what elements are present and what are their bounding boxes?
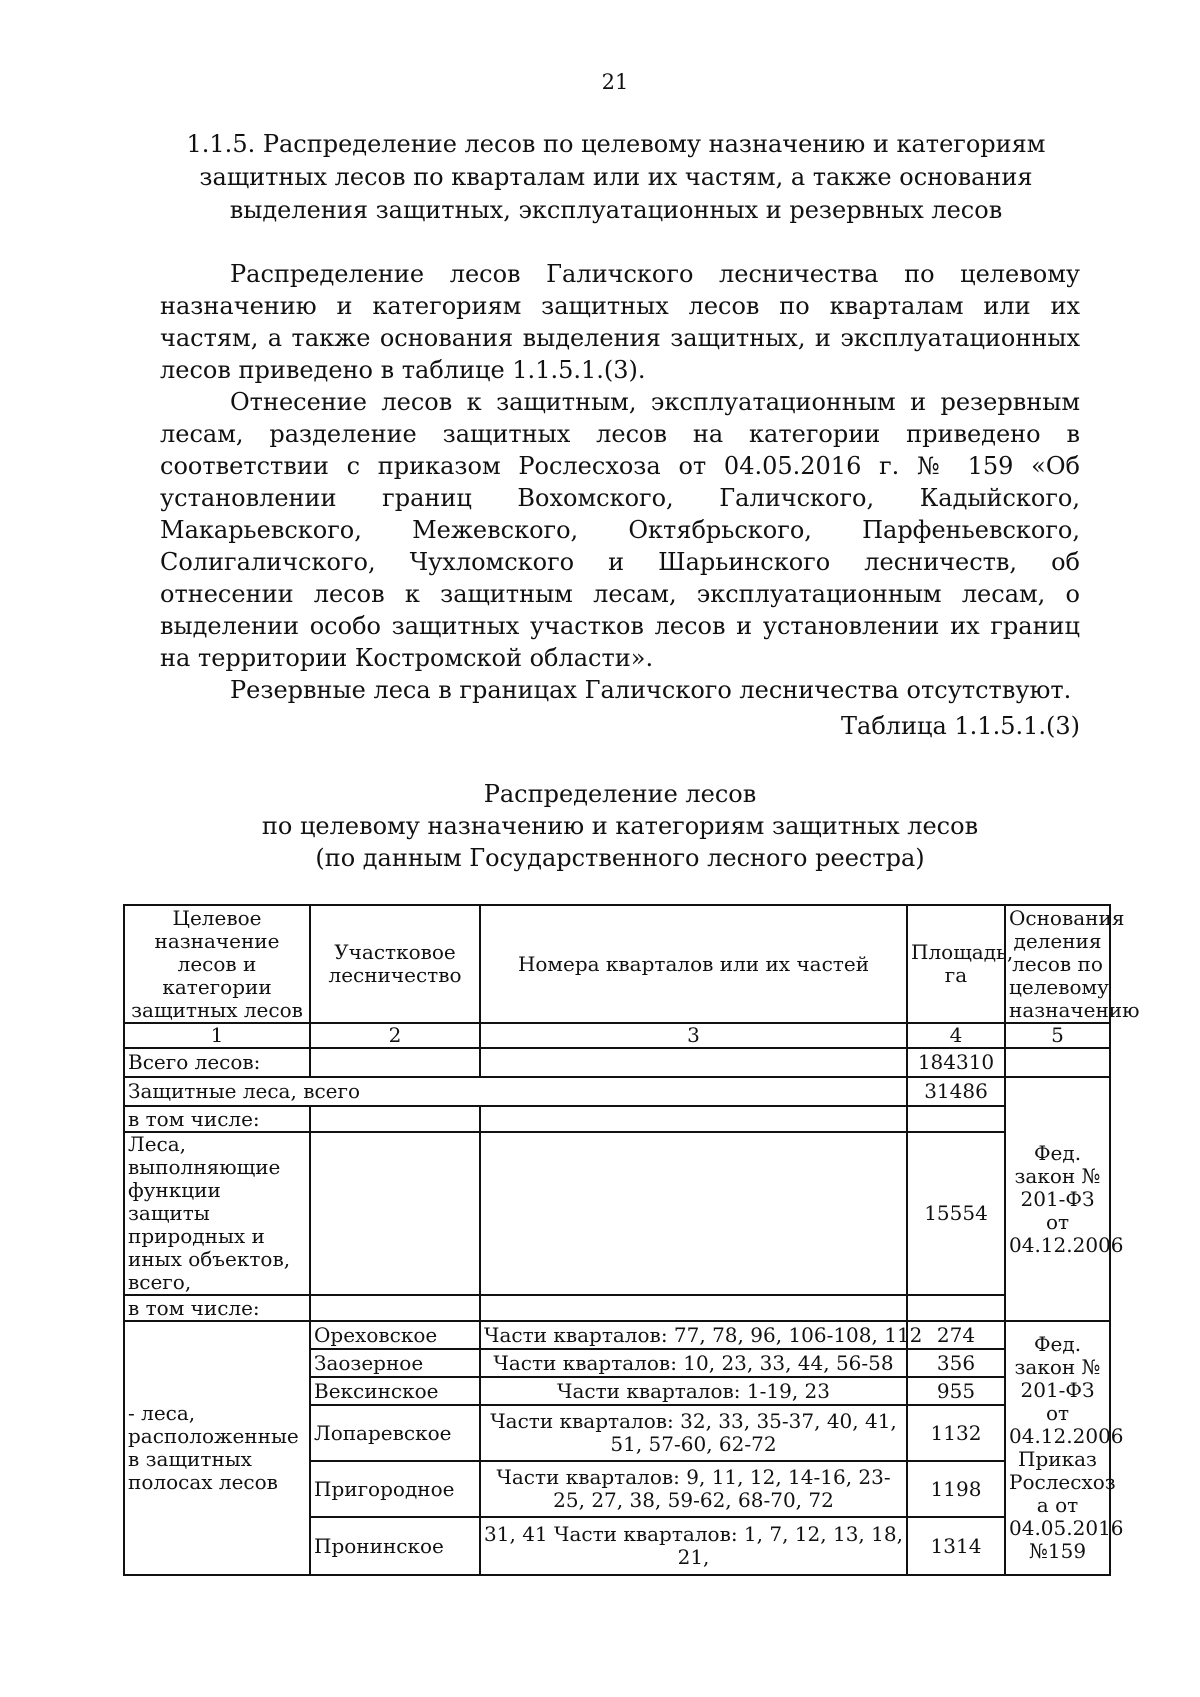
district-area: 356: [907, 1349, 1005, 1377]
table-row: [124, 1321, 1110, 1349]
empty-cell: [310, 1106, 480, 1132]
table-title-line: по целевому назначению и категориям защитных лесов: [261, 812, 979, 840]
total-forests-label: Всего лесов:: [124, 1048, 310, 1077]
column-number: 1: [124, 1023, 310, 1048]
paragraph: Распределение лесов Галичского лесничества по целевому назначению и категориям защитных лесов по кварталам или их частям, а также основания выделения защитных, и эксплуатационных лесов приведено в таблице 1.1.5.1.(3).: [160, 260, 1080, 384]
belts-basis: Фед. закон № 201-ФЗ от 04.12.2006 Приказ Рослесхоз а от 04.05.2016 №159: [1005, 1321, 1110, 1575]
empty-cell: [310, 1048, 480, 1077]
empty-cell: [310, 1295, 480, 1321]
protective-forests-label: Защитные леса, всего: [124, 1077, 907, 1106]
district-area: 955: [907, 1377, 1005, 1405]
nature-protection-label: Леса, выполняющие функции защиты природных и иных объектов, всего,: [124, 1132, 310, 1295]
column-number: 2: [310, 1023, 480, 1048]
section-heading: 1.1.5. Распределение лесов по целевому назначению и категориям защитных лесов по кварталам или их частям, а также основания выделения защитных, эксплуатационных и резервных лесов: [186, 130, 1046, 224]
including-label: в том числе:: [124, 1295, 310, 1321]
district-area: 1198: [907, 1461, 1005, 1517]
nature-basis: Фед. закон № 201-ФЗ от 04.12.2006: [1005, 1077, 1110, 1321]
quarters-list: Части кварталов: 1-19, 23: [480, 1377, 907, 1405]
nature-protection-area: 15554: [907, 1132, 1005, 1295]
column-number: 3: [480, 1023, 907, 1048]
table-row: [124, 1048, 1110, 1077]
empty-cell: [310, 1132, 480, 1295]
empty-cell: [480, 1132, 907, 1295]
empty-cell: [907, 1106, 1005, 1132]
header-district: Участковое лесничество: [310, 905, 480, 1023]
table-title-line: Распределение лесов: [483, 780, 757, 808]
empty-cell: [480, 1106, 907, 1132]
table-row: [124, 1106, 1110, 1132]
quarters-list: Части кварталов: 10, 23, 33, 44, 56-58: [480, 1349, 907, 1377]
column-number-row: [124, 1023, 1110, 1048]
forest-distribution-table: [123, 904, 1140, 1576]
district-name: Лопаревское: [310, 1405, 480, 1461]
table-label: Таблица 1.1.5.1.(3): [841, 712, 1080, 740]
table-row: [124, 1132, 1110, 1295]
district-name: Заозерное: [310, 1349, 480, 1377]
header-basis: Основания деления лесов по целевому назначению: [1005, 905, 1110, 1023]
header-area: Площадь, га: [907, 905, 1005, 1023]
empty-cell: [1005, 1048, 1110, 1077]
paragraph: Резервные леса в границах Галичского лесничества отсутствуют.: [230, 676, 1072, 704]
protective-forests-area: 31486: [907, 1077, 1005, 1106]
district-area: 1132: [907, 1405, 1005, 1461]
quarters-list: Части кварталов: 32, 33, 35-37, 40, 41, 51, 57-60, 62-72: [480, 1405, 907, 1461]
page-number: 21: [601, 70, 629, 94]
column-number: 4: [907, 1023, 1005, 1048]
district-name: Вексинское: [310, 1377, 480, 1405]
header-quarters: Номера кварталов или их частей: [480, 905, 907, 1023]
empty-cell: [480, 1295, 907, 1321]
district-area: 274: [907, 1321, 1005, 1349]
quarters-list: 31, 41 Части кварталов: 1, 7, 12, 13, 18, 21,: [480, 1517, 907, 1575]
paragraph: Отнесение лесов к защитным, эксплуатационным и резервным лесам, разделение защитных лесов на категории приведено в соответствии с приказом Рослесхоза от 04.05.2016 г. № 159 «Об установлении границ Вохомского, Галичского, Кадыйского, Макарьевского, Межевского, Октябрьского, Парфеньевского, Солигаличского, Чухломского и Шарьинского лесничеств, об отнесении лесов к защитным лесам, эксплуатационным лесам, о выделении особо защитных участков лесов и установлении их границ на территории Костромской области».: [160, 388, 1080, 672]
column-number: 5: [1005, 1023, 1110, 1048]
table-header-row: [124, 905, 1110, 1023]
district-area: 1314: [907, 1517, 1005, 1575]
district-name: Пригородное: [310, 1461, 480, 1517]
district-name: Пронинское: [310, 1517, 480, 1575]
header-purpose: Целевое назначение лесов и категории защитных лесов: [124, 905, 310, 1023]
empty-cell: [907, 1295, 1005, 1321]
total-forests-area: 184310: [907, 1048, 1005, 1077]
empty-cell: [480, 1048, 907, 1077]
body-text: [160, 258, 1080, 706]
including-label: в том числе:: [124, 1106, 310, 1132]
table-title-line: (по данным Государственного лесного реестра): [315, 844, 925, 872]
table-row: [124, 1295, 1110, 1321]
table-row: [124, 1077, 1110, 1106]
table-title: [160, 778, 1080, 874]
protective-belts-label: - леса, расположенные в защитных полосах лесов: [124, 1321, 310, 1575]
quarters-list: Части кварталов: 77, 78, 96, 106-108, 112: [480, 1321, 907, 1349]
quarters-list: Части кварталов: 9, 11, 12, 14-16, 23-25, 27, 38, 59-62, 68-70, 72: [480, 1461, 907, 1517]
district-name: Ореховское: [310, 1321, 480, 1349]
